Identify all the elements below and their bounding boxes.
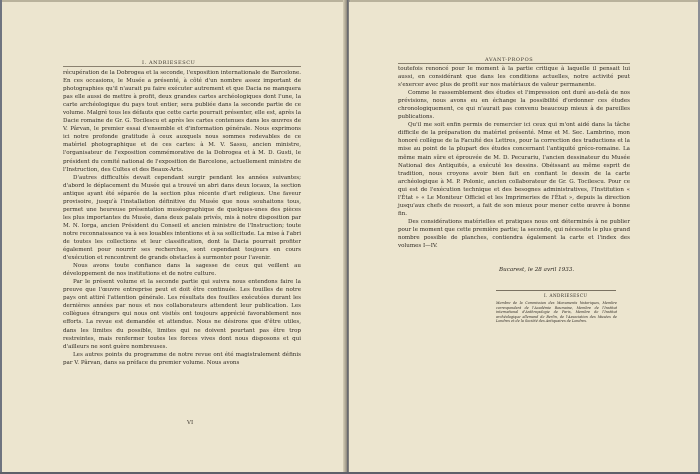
right-paragraph-4: Des considérations matérielles et pratiques nous ont déterminés à ne publier pour le moment que cette première partie; la seconde, qui nécessite le plus grand nombre possible de planches, contiendra également la carte et l'index des volumes I—IV.	[398, 218, 630, 250]
left-paragraph-2: D'autres difficultés devait cependant surgir pendant les années suivantes; d'abord le déplacement du Musée qui a trouvé un abri dans deux locaux, la section antique ayant été séparée de la section plus récente d'art religieux. Une faveur provisoire, jusqu'à l'installation définitive du Musée que nous souhaitons tous, permet une heureuse présentation muséographique de quelques-unes des pièces les plus importantes du Musée, dans deux palais privés, mis à notre disposition par M. N. Iorga, ancien Président du Conseil et ancien ministre de l'Instruction; toute notre reconnaissance va à ses louables intentions et à sa sollicitude. La mise à l'abri de toutes les collections et leur classification, dont la Dacia pourrait profiter également pour nourrir ses recherches, sont cependant toujours en cours d'exécution et rencontrent de grands obstacles à surmonter pour l'avenir.	[63, 174, 301, 262]
right-page-body	[398, 65, 630, 250]
left-paragraph-5: Les autres points du programme de notre revue ont été magistralement définis par V. Pârvan, dans sa préface du premier volume. Nous avons	[63, 351, 301, 366]
left-paragraph-3: Nous avons toute confiance dans la sagesse de ceux qui veillent au développement de nos institutions et de notre culture.	[63, 263, 301, 278]
right-page	[349, 2, 698, 472]
left-page	[2, 2, 345, 472]
left-paragraph-1: récupération de la Dobrogea et la seconde, l'exposition internationale de Barcelone. En ces occasions, le Musée a présenté, à côté d'un nombre assez important de photographies qu'il n'aurait pu faire exécuter autrement et que Dacia ne manquera pas elle aussi de mettre à profit, deux grandes cartes archéologiques dont l'une, la carte archéologique du pays tout entier, sera publiée dans la seconde partie de ce volume. Malgré tous les défauts que cette carte pourrait présenter, elle est, après la Dacie romaine de Gr. G. Tocilescu et après les cartes contenues dans les œuvres de V. Pârvan, le premier essai d'ensemble et d'information générale. Nous exprimons ici notre profonde gratitude à ceux auxquels nous sommes redevables de ce matériel photographique et de ces cartes: à M. V. Sassu, ancien ministre, l'organisateur de l'exposition commémorative de la Dobrogea et à M. D. Gusti, le président du comité national de l'exposition de Barcelone, actuellement ministre de l'Instruction, des Cultes et des Beaux-Arts.	[63, 70, 301, 173]
right-running-head: AVANT-PROPOS	[485, 57, 534, 63]
left-running-head: I. ANDRIESESCU	[142, 60, 196, 66]
signature-credentials: Membre de la Commission des Monuments historiques, Membre correspondant de l'Académie Roumaine, Membre de l'Institut international d'Anthropologie de Paris, Membre de l'Institut archéologique allemand de Berlin, de l'Association des Musées de Londres et de la Société des Antiquaires de Londres.	[496, 301, 617, 324]
left-page-number: VI	[187, 420, 194, 426]
date-line: Bucarest, le 28 avril 1933.	[499, 267, 575, 273]
right-paragraph-2: Comme le rassemblement des études et l'impression ont duré au-delà de nos prévisions, nous avons eu en échange la possibilité d'ordonner ces études chronologiquement, ce qui n'aurait pas convenu beaucoup mieux à de pareilles publications.	[398, 90, 630, 121]
signature-name: I. ANDRIESESCU	[544, 293, 588, 298]
right-head-rule	[398, 63, 630, 64]
left-page-body	[63, 69, 301, 367]
left-paragraph-4: Par le présent volume et la seconde partie qui suivra nous entendons faire la preuve que l'œuvre entreprise peut et doit être continuée. Les fouilles de notre pays ont attiré l'attention générale. Les résultats des fouilles exécutées durant les dernières années par nous et nos collaborateurs attendent leur publication. Les collègues étrangers qui nous ont visités ont toujours apprécié favorablement nos efforts. La revue est demandée et attendue. Nous ne désirons que d'être utiles, dans les limites du possible, limites qui ne doivent pourtant pas être trop restreintes, mais renfermer toutes les forces vives dont nous disposons et qui d'ailleurs ne sont guère nombreuses.	[63, 279, 301, 350]
right-paragraph-1: toutefois renoncé pour le moment à la partie critique à laquelle il pensait lui aussi, en considérant que dans les conditions actuelles, notre activité peut s'exercer avec plus de profit sur nos matériaux de valeur permanente.	[398, 66, 630, 89]
right-paragraph-3: Qu'il me soit enfin permis de remercier ici ceux qui m'ont aidé dans la tâche difficile de la préparation du matériel présenté. Mme et M. Sec. Lambrino, mon honoré collègue de la Faculté des Lettres, pour la correction des traductions et la mise au point de la plupart des études concernant l'antiquité gréco-romaine. La même main sûre et éprouvée de M. D. Pecurariu, l'ancien dessinateur du Musée National des Antiquités, a exécuté les dessins. Obéissant au même esprit de tradition, nous croyons avoir bien fait en confiant le dessin de la carte archéologique à M. P. Polonic, ancien collaborateur de Gr. G. Tocilescu. Pour ce qui est de l'exécution technique et des besognes administratives, l'Institution « l'État » « Le Moniteur Officiel et les Imprimeries de l'État », depuis la direction jusqu'aux chefs de ressort, a fait de son mieux pour mener cette œuvre à bonne fin.	[398, 122, 630, 217]
left-head-rule	[63, 66, 301, 67]
